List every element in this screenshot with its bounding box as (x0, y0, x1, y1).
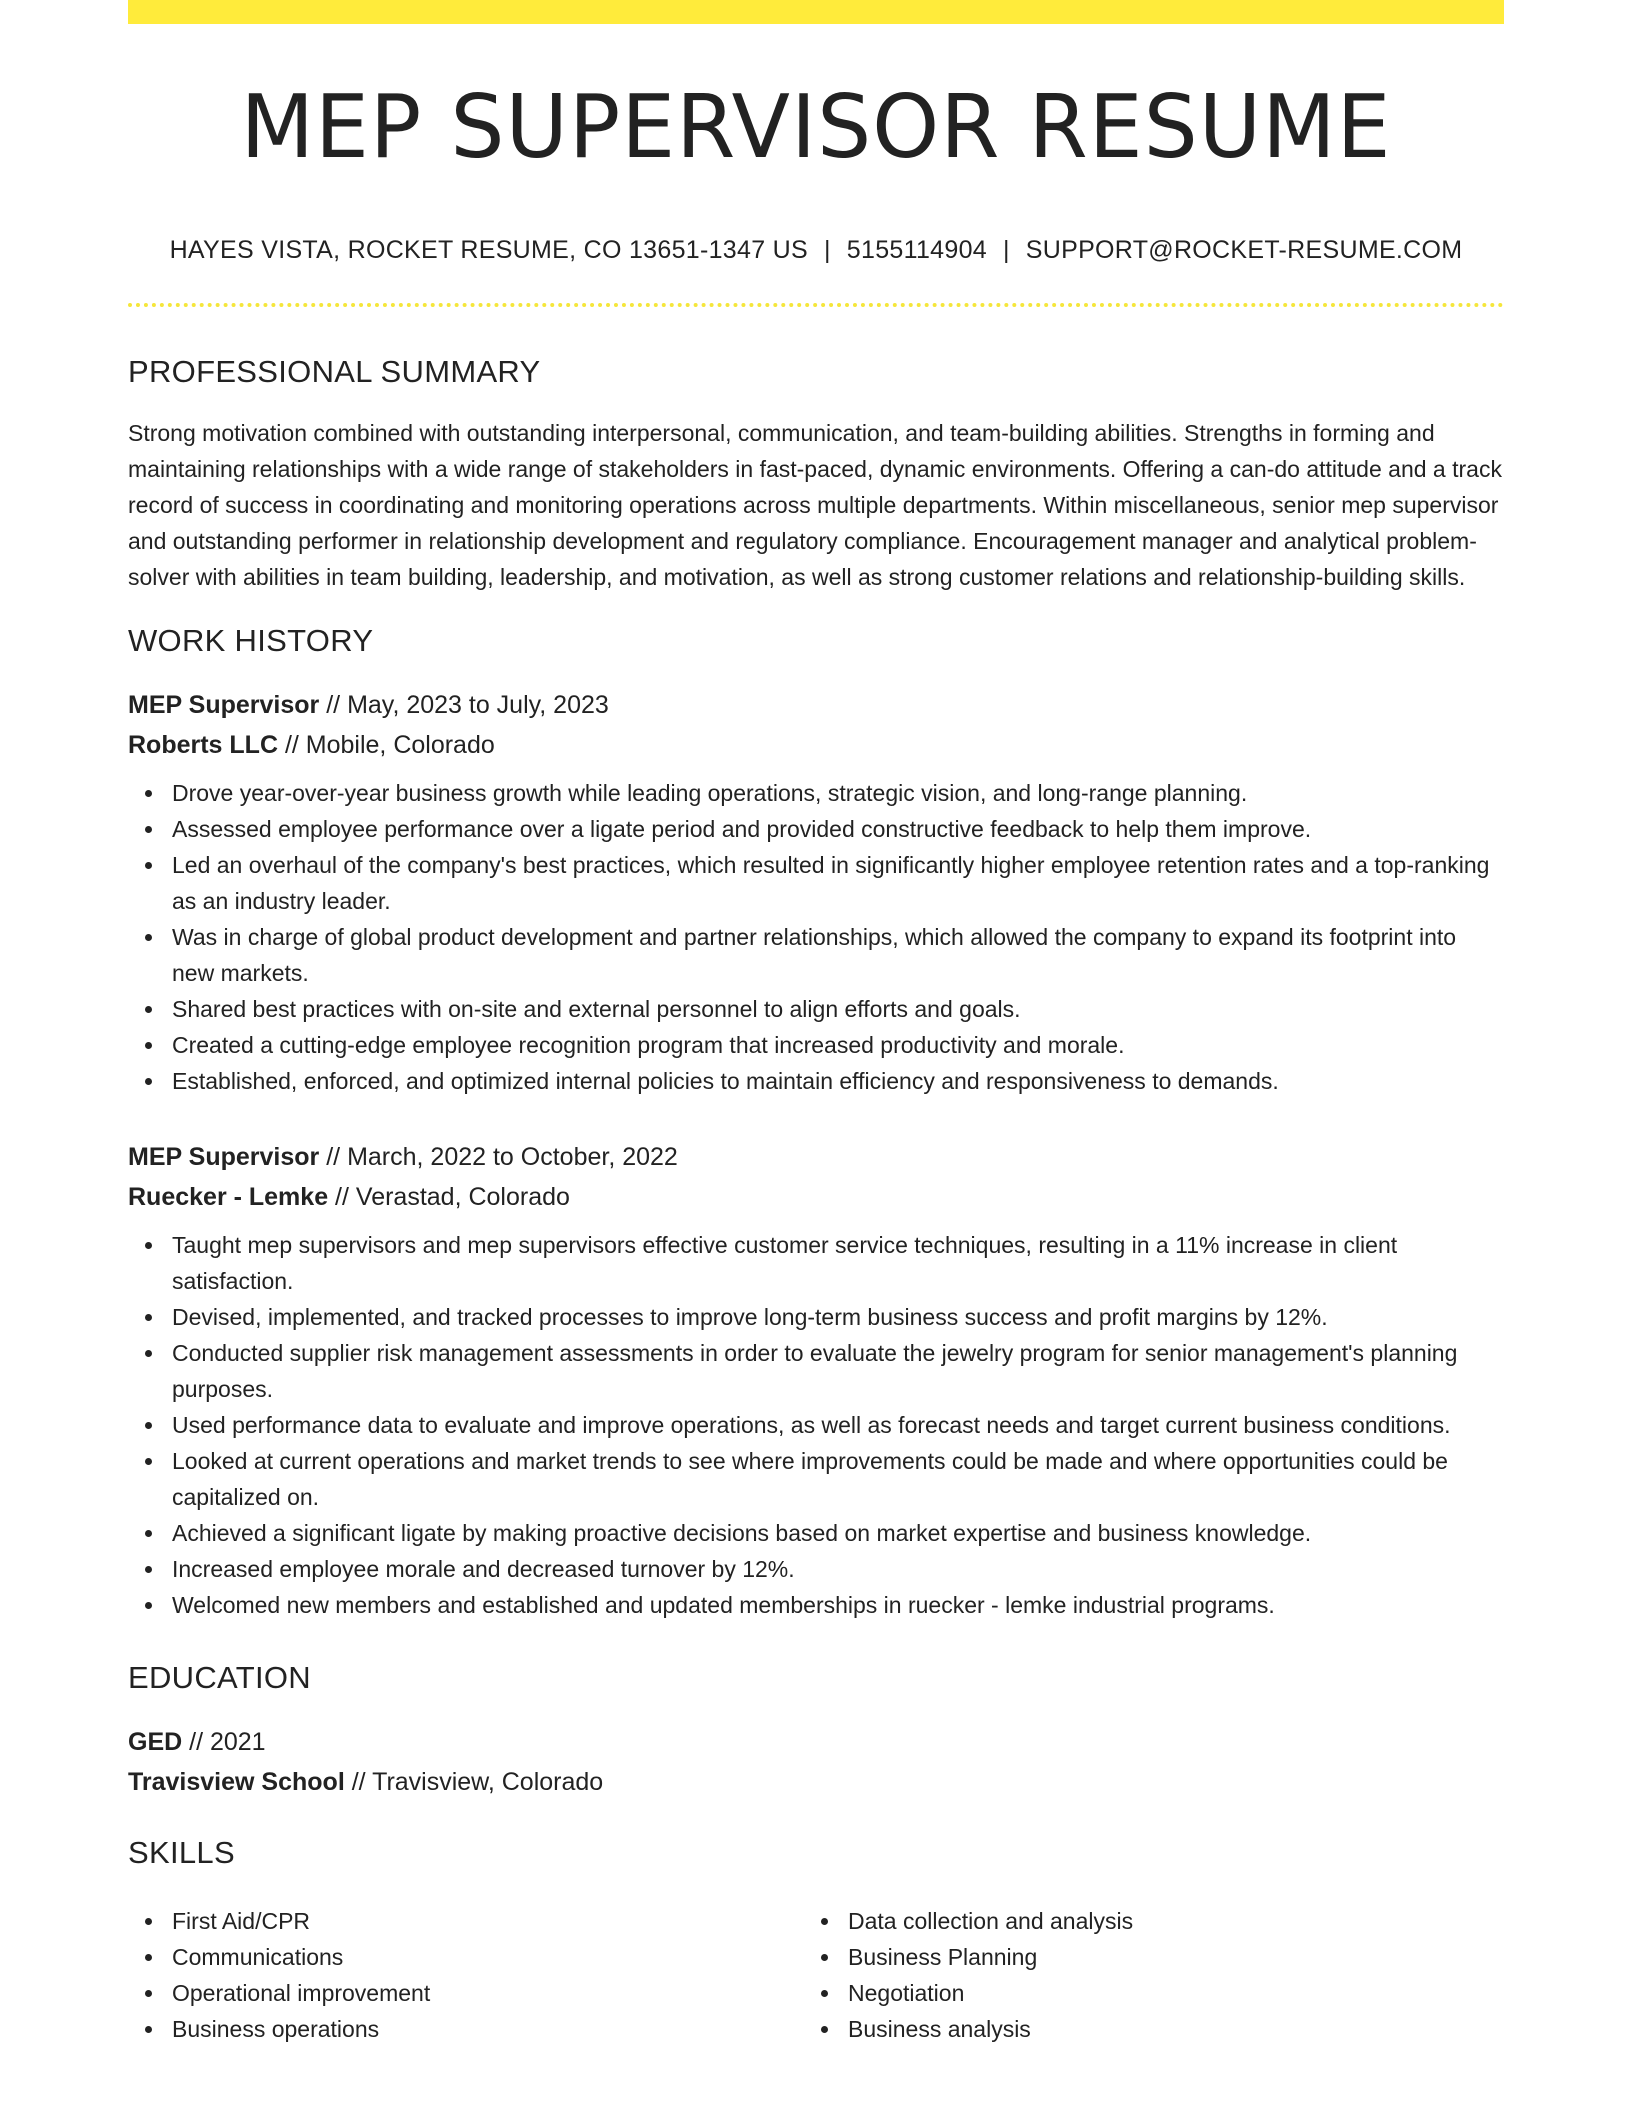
skills-column-right (804, 1903, 1480, 2047)
skill-item: Negotiation (848, 1975, 1480, 2011)
education-degree: GED (128, 1727, 183, 1756)
education-school: Travisview School (128, 1767, 345, 1796)
job-bullet: Achieved a significant ligate by making proactive decisions based on market expertise and business knowledge. (172, 1515, 1504, 1551)
job-company-line (128, 725, 1504, 765)
skills-column-left (128, 1903, 804, 2047)
skills-list (128, 1893, 1504, 2047)
contact-separator: | (824, 236, 831, 265)
job-bullet: Used performance data to evaluate and improve operations, as well as forecast needs and target current business conditions. (172, 1407, 1504, 1443)
job-bullet: Shared best practices with on-site and external personnel to align efforts and goals. (172, 991, 1504, 1027)
summary-heading: PROFESSIONAL SUMMARY (128, 354, 541, 390)
education-heading: EDUCATION (128, 1659, 311, 1695)
dotted-divider (128, 303, 1504, 307)
job-bullet: Led an overhaul of the company's best practices, which resulted in significantly higher employee retention rates and a top-ranking as an industry leader. (172, 847, 1504, 919)
job-bullets (128, 775, 1504, 1099)
job-bullet: Assessed employee performance over a ligate period and provided constructive feedback to help them improve. (172, 811, 1504, 847)
skill-item: Business analysis (848, 2011, 1480, 2047)
job-bullet: Created a cutting-edge employee recognition program that increased productivity and morale. (172, 1027, 1504, 1063)
skill-item: Operational improvement (172, 1975, 804, 2011)
job-bullet: Conducted supplier risk management assessments in order to evaluate the jewelry program for senior management's planning purposes. (172, 1335, 1504, 1407)
contact-separator: | (1002, 236, 1010, 265)
job-bullet: Increased employee morale and decreased turnover by 12%. (172, 1551, 1504, 1587)
job-entry (128, 1137, 1504, 1623)
contact-line (128, 235, 1504, 265)
skill-item: First Aid/CPR (172, 1903, 804, 1939)
job-company: Ruecker - Lemke (128, 1182, 329, 1211)
summary-text: Strong motivation combined with outstanding interpersonal, communication, and team-building abilities. Strengths in forming and maintaining relationships with a wide range of stakeholders in fast-paced, dynamic environments. Offering a can-do attitude and a track record of success in coordinating and monitoring operations across multiple departments. Within miscellaneous, senior mep supervisor and outstanding performer in relationship development and regulatory compliance. Encouragement manager and analytical problem-solver with abilities in team building, leadership, and motivation, as well as strong customer relations and relationship-building skills. (128, 419, 1502, 590)
education-location: // Travisview, Colorado (344, 1767, 604, 1796)
skill-item: Business Planning (848, 1939, 1480, 1975)
job-title-line (128, 685, 1504, 725)
job-company-line (128, 1177, 1504, 1217)
contact-email: SUPPORT@ROCKET-RESUME.COM (1025, 236, 1463, 265)
job-location: // Verastad, Colorado (328, 1182, 570, 1211)
job-bullet: Welcomed new members and established and updated memberships in ruecker - lemke industrial programs. (172, 1587, 1504, 1623)
job-bullet: Looked at current operations and market trends to see where improvements could be made and where opportunities could be capitalized on. (172, 1443, 1504, 1515)
job-title-line (128, 1137, 1504, 1177)
skill-item: Business operations (172, 2011, 804, 2047)
job-bullet: Devised, implemented, and tracked processes to improve long-term business success and profit margins by 12%. (172, 1299, 1504, 1335)
job-bullet: Was in charge of global product development and partner relationships, which allowed the company to expand its footprint into new markets. (172, 919, 1504, 991)
job-bullet: Taught mep supervisors and mep supervisors effective customer service techniques, resulting in a 11% increase in client satisfaction. (172, 1227, 1504, 1299)
work-history-heading: WORK HISTORY (128, 622, 374, 658)
resume-page (128, 0, 1504, 2112)
job-dates: // March, 2022 to October, 2022 (319, 1142, 678, 1171)
job-bullets (128, 1227, 1504, 1623)
job-title: MEP Supervisor (128, 690, 320, 719)
job-entry (128, 685, 1504, 1099)
education-degree-line (128, 1722, 1504, 1762)
job-dates: // May, 2023 to July, 2023 (319, 690, 609, 719)
job-title: MEP Supervisor (128, 1142, 320, 1171)
skills-heading: SKILLS (128, 1834, 235, 1870)
contact-address: HAYES VISTA, ROCKET RESUME, CO 13651-1347 US (169, 236, 808, 265)
page-title: MEP SUPERVISOR RESUME (240, 76, 1392, 178)
education-year: // 2021 (182, 1727, 266, 1756)
job-bullet: Drove year-over-year business growth while leading operations, strategic vision, and long-range planning. (172, 775, 1504, 811)
skill-item: Data collection and analysis (848, 1903, 1480, 1939)
education-school-line (128, 1762, 1504, 1802)
accent-bar (128, 0, 1504, 24)
education-entry (128, 1722, 1504, 1802)
job-location: // Mobile, Colorado (278, 730, 495, 759)
skill-item: Communications (172, 1939, 804, 1975)
contact-phone: 5155114904 (846, 236, 987, 265)
job-bullet: Established, enforced, and optimized internal policies to maintain efficiency and responsiveness to demands. (172, 1063, 1504, 1099)
job-company: Roberts LLC (128, 730, 278, 759)
